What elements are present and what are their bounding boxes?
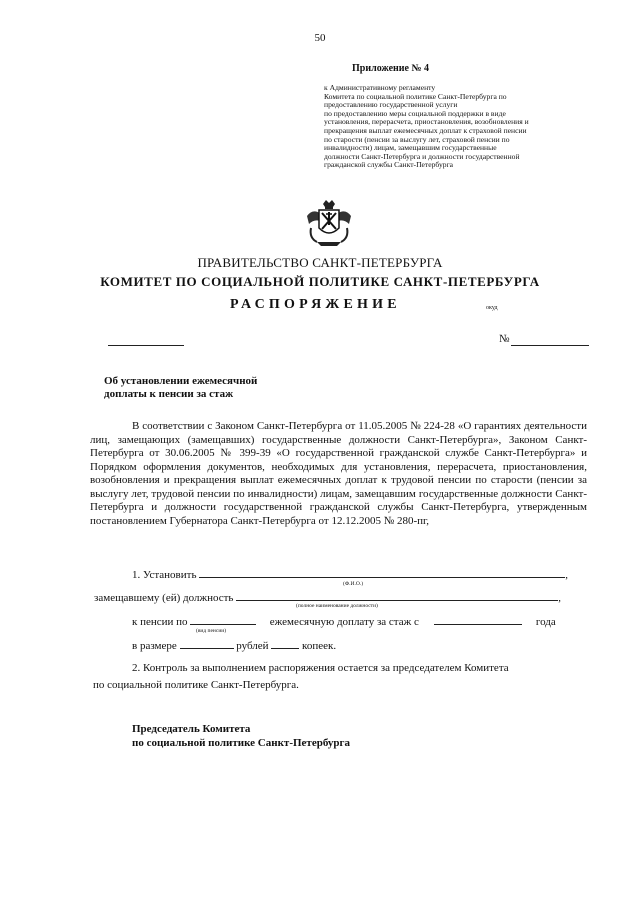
pension-line	[132, 614, 556, 628]
document-type: РАСПОРЯЖЕНИЕ	[230, 297, 401, 312]
appendix-line: к Административному регламенту	[324, 83, 436, 92]
appendix-line: Комитета по социальной политике Санкт-Петербурга по	[324, 91, 507, 101]
pension-type-field-line	[190, 614, 256, 625]
position-label: замещавшему (ей) должность	[94, 592, 234, 604]
appendix-line: инвалидности) лицам, замещавшим государственные	[324, 143, 497, 153]
appendix-line: предоставлению государственной услуги	[324, 100, 458, 110]
appendix-line: по старости (пенсии за выслугу лет, страховой пенсии по	[324, 134, 510, 144]
signer-title: по социальной политике Санкт-Петербурга	[132, 736, 351, 749]
subject-heading	[104, 375, 257, 401]
item1-lead: 1. Установить	[132, 569, 197, 581]
item2-line2-text: по социальной политике Санкт-Петербурга.	[93, 679, 299, 691]
page-number: 50	[314, 32, 326, 44]
number-label: №	[499, 333, 510, 345]
subject-line: доплаты к пенсии за стаж	[104, 388, 234, 400]
appendix-line: установления, перерасчета, приостановления, возобновления и	[324, 117, 529, 127]
position-field-line	[236, 590, 558, 601]
position-hint: (полное наименование должности)	[296, 603, 378, 609]
position-line: замещавшему (ей) должность ,	[94, 592, 561, 604]
kopecks-field-line	[271, 638, 299, 649]
fio-hint: (Ф.И.О.)	[343, 581, 364, 587]
subject-line: Об установлении ежемесячной	[104, 375, 258, 387]
start-date-field-line	[434, 614, 522, 625]
appendix-text	[324, 84, 529, 170]
item1-line: 1. Установить ,	[132, 569, 568, 581]
appendix-line: должности Санкт-Петербурга и должности государственной	[324, 151, 520, 161]
monthly-label: ежемесячную доплату за стаж с	[269, 616, 419, 628]
pension-label: к пенсии по	[132, 616, 188, 628]
appendix-line: прекращения выплат ежемесячных доплат к страховой пенсии	[324, 125, 527, 135]
amount-label: в размере	[132, 640, 177, 652]
rubles-label: рублей	[236, 640, 269, 652]
government-title: ПРАВИТЕЛЬСТВО САНКТ-ПЕТЕРБУРГА	[197, 255, 443, 270]
pension-hint: (вид пенсии)	[196, 628, 227, 634]
amount-line	[132, 638, 336, 652]
number-field-line	[511, 345, 589, 346]
year-label: года	[535, 616, 556, 628]
kopecks-label: копеек.	[302, 640, 337, 652]
item2-line2	[93, 679, 299, 691]
preamble-text: В соответствии с Законом Санкт-Петербурга от 11.05.2005 № 224-28 «О гарантиях деятельности лиц, замещающих (замещавших) государственные должности Санкт-Петербурга», Законом Санкт-Петербурга от 30.06.2005 № 399-39 «О государственной гражданской службе Санкт-Петербурга» и Порядком оформления документов, необходимых для установления, перерасчета, приостановления, возобновления и прекращения выплат ежемесячных доплат к трудовой пенсии по старости (пенсии за выслугу лет, трудовой пенсии по инвалидности) лицам, замещавшим государственные должности Санкт-Петербурга и должности государственной гражданской службы Санкт-Петербурга, утвержденным постановлением Губернатора Санкт-Петербурга от 12.12.2005 № 280-пг,	[90, 420, 587, 527]
coat-of-arms-icon	[303, 198, 355, 248]
okud-label: окуд	[486, 305, 498, 311]
fio-field-line	[199, 567, 565, 578]
appendix-title: Приложение № 4	[352, 63, 430, 74]
date-field-line	[108, 345, 184, 346]
signature-block	[132, 723, 350, 750]
signer-title: Председатель Комитета	[132, 723, 251, 735]
preamble	[90, 420, 587, 528]
committee-title: КОМИТЕТ ПО СОЦИАЛЬНОЙ ПОЛИТИКЕ САНКТ-ПЕТЕРБУРГА	[100, 274, 540, 289]
appendix-line: гражданской службы Санкт-Петербурга	[324, 160, 454, 170]
item2-line1: 2. Контроль за выполнением распоряжения остается за председателем Комитета	[132, 662, 509, 674]
appendix-line: по предоставлению меры социальной поддержки в виде	[324, 108, 506, 118]
rubles-field-line	[180, 638, 234, 649]
